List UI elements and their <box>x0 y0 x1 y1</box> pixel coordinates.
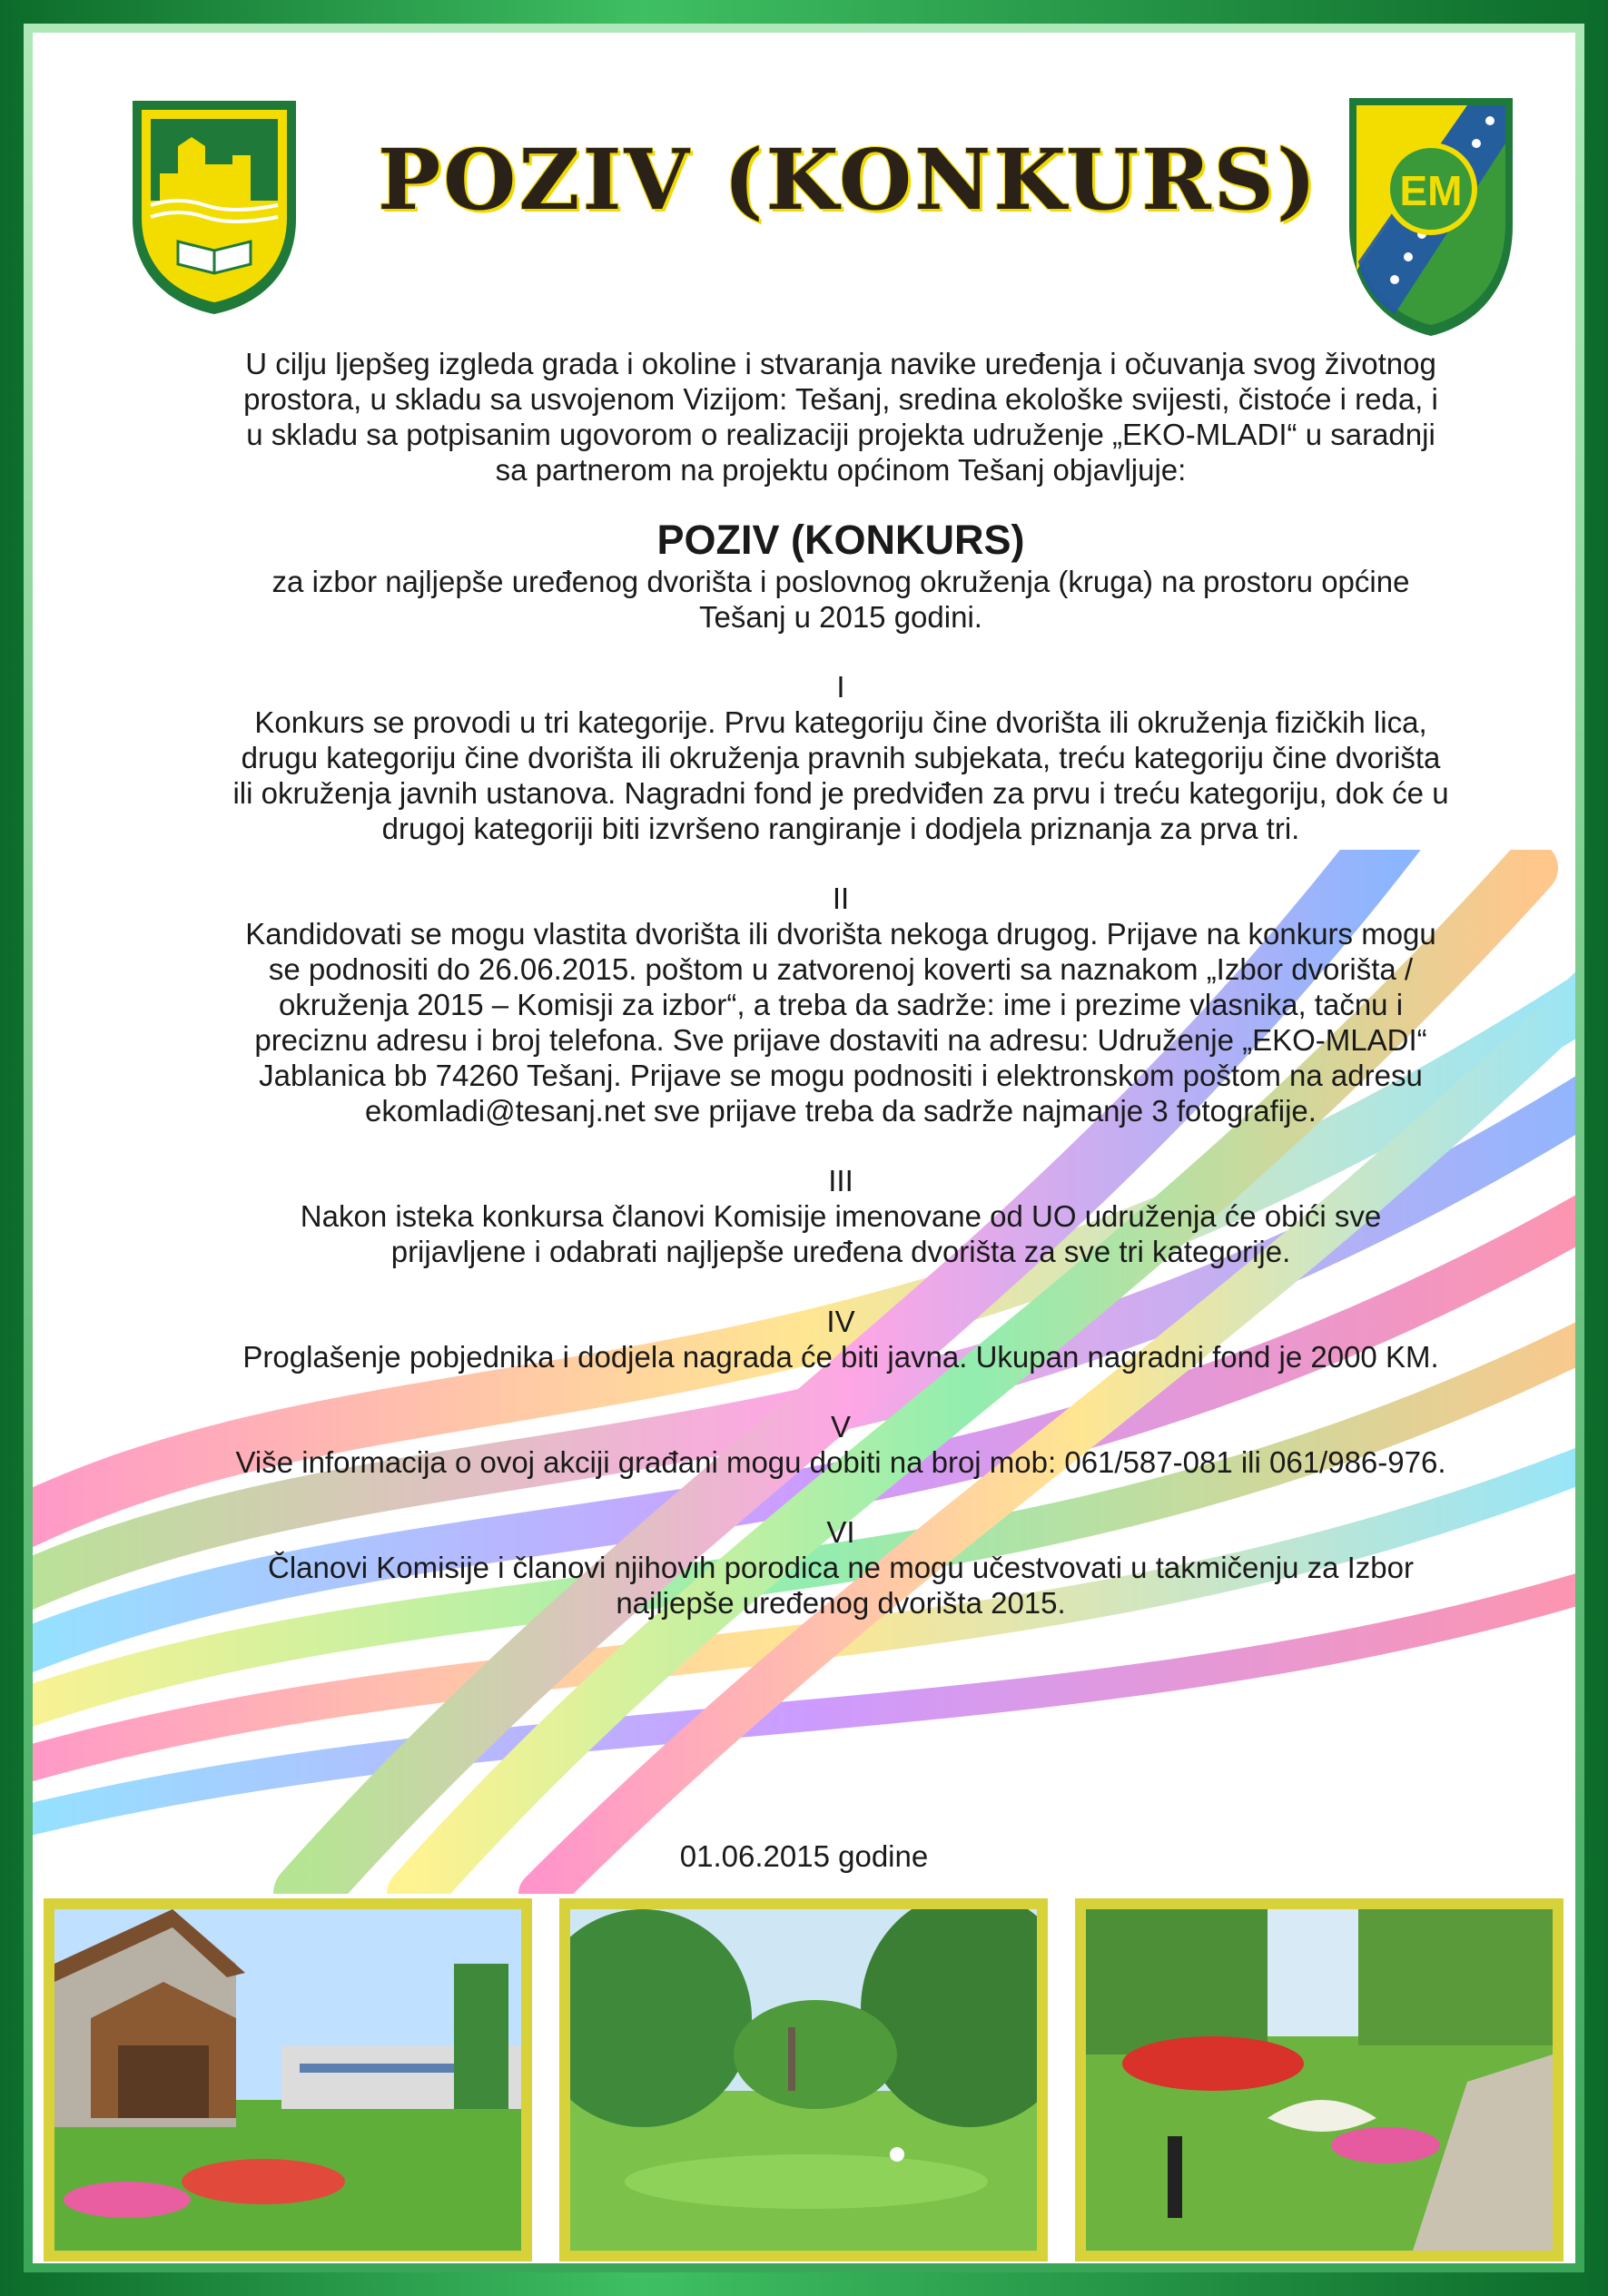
section-line: se podnositi do 26.06.2015. poštom u zatvorenoj koverti sa naznakom „Izbor dvorišta / <box>268 952 1414 986</box>
section-4 <box>114 1304 1567 1375</box>
garden-photo-lawn <box>559 1898 1048 2262</box>
garden-photo-flowerbeds-icon <box>1086 1909 1553 2251</box>
section-line: Više informacija o ovoj akciji građani mogu dobiti na broj mob: 061/587-081 ili 061/986-976. <box>235 1445 1446 1479</box>
garden-photo-lawn-icon <box>570 1909 1037 2251</box>
section-1 <box>114 669 1567 846</box>
section-line: ekomladi@tesanj.net sve prijave treba da sadrže najmanje 3 fotografije. <box>365 1094 1317 1128</box>
announcement-body <box>114 346 1567 1621</box>
garden-photo-house <box>44 1898 532 2262</box>
poster-page <box>33 33 1575 2263</box>
section-line: ili okruženja javnih ustanova. Nagradni fond je predviđen za prvu i treću kategoriju, dok će u <box>232 776 1449 810</box>
section-line: prijavljene i odabrati najljepše uređena dvorišta za sve tri kategorije. <box>390 1235 1291 1268</box>
section-line: preciznu adresu i broj telefona. Sve prijave dostaviti na adresu: Udruženje „EKO-MLADI“ <box>254 1023 1427 1057</box>
section-3 <box>114 1163 1567 1269</box>
section-line: Članovi Komisije i članovi njihovih porodica ne mogu učestvovati u takmičenju za Izbor <box>268 1551 1414 1584</box>
tesanj-municipality-crest-icon <box>123 92 305 319</box>
garden-photo-flowerbeds <box>1075 1898 1564 2262</box>
section-line: drugoj kategoriji biti izvršeno rangiranje i dodjela priznanja za prva tri. <box>381 812 1300 845</box>
intro-paragraph <box>114 346 1567 488</box>
crest-letters: EM <box>1399 167 1463 214</box>
issue-date: 01.06.2015 godine <box>679 1839 929 1873</box>
intro-line: prostora, u skladu sa usvojenom Vizijom: Tešanj, sredina ekološke svijesti, čistoće i reda, i <box>243 382 1438 416</box>
section-number: VI <box>826 1515 855 1549</box>
section-line: drugu kategoriju čine dvorišta ili okruženja pravnih subjekata, treću kategoriju čine dvorišta <box>241 741 1441 774</box>
intro-line: U cilju ljepšeg izgleda grada i okoline i stvaranja navike uređenja i očuvanja svog životnog <box>245 347 1436 380</box>
section-line: Nakon isteka konkursa članovi Komisije imenovane od UO udruženja će obići sve <box>300 1199 1382 1233</box>
photo-strip <box>33 1898 1575 2263</box>
garden-photo-house-icon <box>54 1909 521 2251</box>
subtitle <box>114 564 1567 635</box>
section-5 <box>114 1409 1567 1480</box>
section-line: Konkurs se provodi u tri kategorije. Prvu kategoriju čine dvorišta ili okruženja fizičkih lica, <box>254 705 1427 739</box>
section-number: V <box>830 1410 851 1444</box>
eko-mladi-crest-icon <box>1340 89 1522 343</box>
subheading: POZIV (KONKURS) <box>656 517 1025 563</box>
section-number: IV <box>826 1305 855 1338</box>
section-line: Jablanica bb 74260 Tešanj. Prijave se mogu podnositi i elektronskom poštom na adresu <box>259 1059 1423 1092</box>
intro-line: u skladu sa potpisanim ugovorom o realizaciji projekta udruženje „EKO-MLADI“ u saradnji <box>246 418 1435 451</box>
subtitle-line: Tešanj u 2015 godini. <box>699 600 982 634</box>
section-line: najljepše uređenog dvorišta 2015. <box>616 1586 1066 1620</box>
section-2 <box>114 881 1567 1128</box>
subtitle-line: za izbor najljepše uređenog dvorišta i poslovnog okruženja (kruga) na prostoru općine <box>271 565 1410 598</box>
intro-line: sa partnerom na projektu općinom Tešanj objavljuje: <box>495 453 1187 487</box>
section-line: Kandidovati se mogu vlastita dvorišta ili dvorišta nekoga drugog. Prijave na konkurs mogu <box>245 917 1436 951</box>
section-line: okruženja 2015 – Komisji za izbor“, a treba da sadrže: ime i prezime vlasnika, tačnu i <box>278 988 1404 1021</box>
section-number: I <box>836 670 845 704</box>
section-line: Proglašenje pobjednika i dodjela nagrada će biti javna. Ukupan nagradni fond je 2000 KM. <box>242 1340 1439 1374</box>
poster-title: POZIV (KONKURS) <box>378 131 1319 229</box>
section-number: II <box>832 882 850 915</box>
section-number: III <box>828 1164 853 1197</box>
section-6 <box>114 1514 1567 1621</box>
